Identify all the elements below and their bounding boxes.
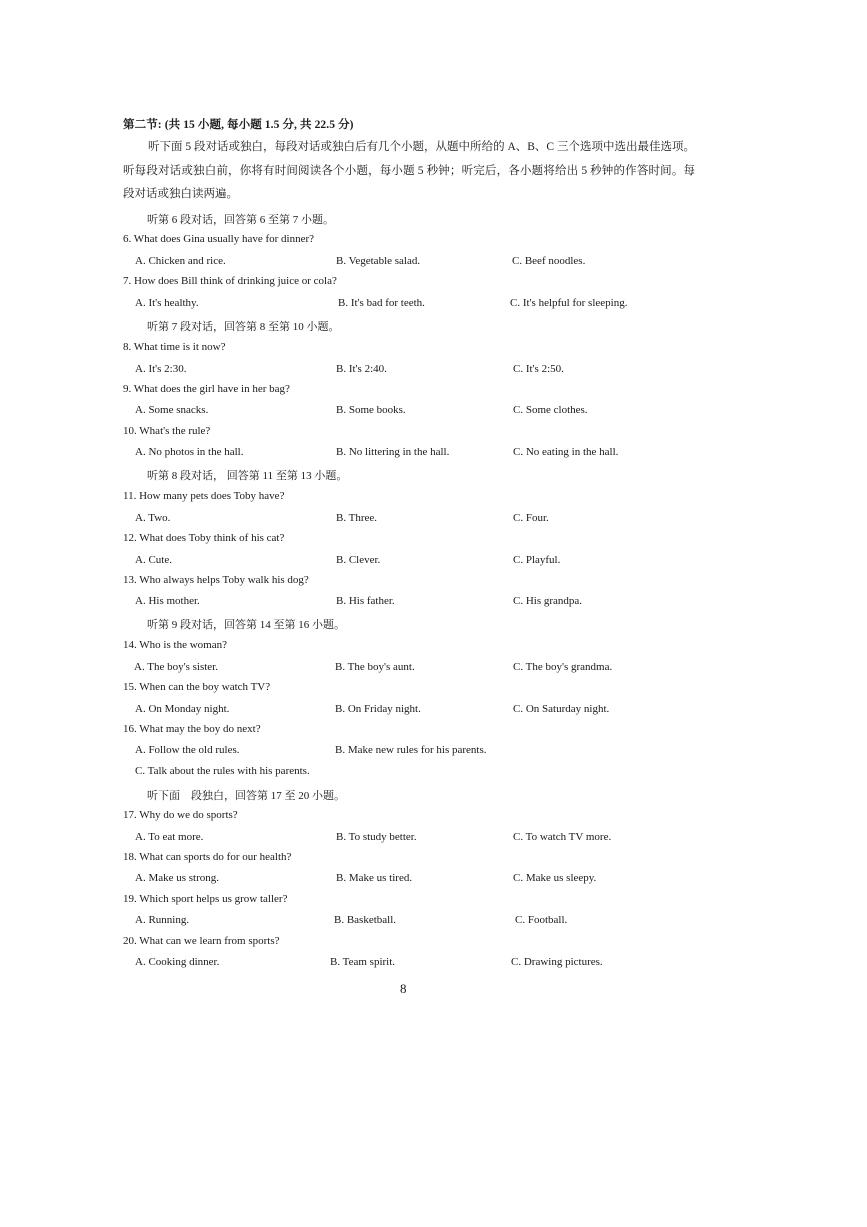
option-15a: A. On Monday night. bbox=[135, 703, 230, 715]
question-17: 17. Why do we do sports? bbox=[123, 809, 238, 821]
option-16c: C. Talk about the rules with his parents. bbox=[135, 765, 310, 777]
option-11c: C. Four. bbox=[513, 512, 549, 524]
option-13a: A. His mother. bbox=[135, 595, 200, 607]
option-15b: B. On Friday night. bbox=[335, 703, 421, 715]
option-18c: C. Make us sleepy. bbox=[513, 872, 597, 884]
option-9a: A. Some snacks. bbox=[135, 404, 209, 416]
option-7a: A. It's healthy. bbox=[135, 297, 199, 309]
option-19a: A. Running. bbox=[135, 914, 190, 926]
question-14: 14. Who is the woman? bbox=[123, 639, 227, 651]
option-12c: C. Playful. bbox=[513, 554, 561, 566]
question-10: 10. What's the rule? bbox=[123, 425, 211, 437]
option-6b: B. Vegetable salad. bbox=[336, 255, 421, 267]
option-14b: B. The boy's aunt. bbox=[335, 661, 415, 673]
subheading-conversation-6: 听第 6 段对话，回答第 6 至第 7 小题。 bbox=[147, 214, 334, 226]
option-18a: A. Make us strong. bbox=[135, 872, 220, 884]
option-13c: C. His grandpa. bbox=[513, 595, 583, 607]
option-8c: C. It's 2:50. bbox=[513, 363, 564, 375]
question-13: 13. Who always helps Toby walk his dog? bbox=[123, 574, 309, 586]
question-15: 15. When can the boy watch TV? bbox=[123, 681, 271, 693]
question-8: 8. What time is it now? bbox=[123, 341, 226, 353]
option-12a: A. Cute. bbox=[135, 554, 172, 566]
question-9: 9. What does the girl have in her bag? bbox=[123, 383, 290, 395]
question-19: 19. Which sport helps us grow taller? bbox=[123, 893, 288, 905]
option-13b: B. His father. bbox=[336, 595, 395, 607]
option-7b: B. It's bad for teeth. bbox=[338, 297, 425, 309]
option-18b: B. Make us tired. bbox=[336, 872, 413, 884]
option-14a: A. The boy's sister. bbox=[134, 661, 218, 673]
question-12: 12. What does Toby think of his cat? bbox=[123, 532, 285, 544]
question-20: 20. What can we learn from sports? bbox=[123, 935, 280, 947]
option-17b: B. To study better. bbox=[336, 831, 417, 843]
subheading-conversation-9: 听第 9 段对话，回答第 14 至第 16 小题。 bbox=[147, 619, 345, 631]
option-9b: B. Some books. bbox=[336, 404, 406, 416]
question-16: 16. What may the boy do next? bbox=[123, 723, 261, 735]
question-6: 6. What does Gina usually have for dinner? bbox=[123, 233, 315, 245]
option-6a: A. Chicken and rice. bbox=[135, 255, 226, 267]
option-9c: C. Some clothes. bbox=[513, 404, 588, 416]
subheading-conversation-7: 听第 7 段对话，回答第 8 至第 10 小题。 bbox=[147, 321, 340, 333]
page-number: 8 bbox=[400, 981, 407, 996]
option-15c: C. On Saturday night. bbox=[513, 703, 610, 715]
option-17a: A. To eat more. bbox=[135, 831, 204, 843]
option-11a: A. Two. bbox=[135, 512, 171, 524]
option-20a: A. Cooking dinner. bbox=[135, 956, 220, 968]
option-10b: B. No littering in the hall. bbox=[336, 446, 450, 458]
subheading-conversation-8: 听第 8 段对话， 回答第 11 至第 13 小题。 bbox=[147, 470, 348, 482]
section-instructions: 听下面 5 段对话或独白，每段对话或独白后有几个小题，从题中所给的 A、B、C 三个选项中选出最佳选项。听每段对话或独白前，你将有时间阅读各个小题，每小题 5 秒钟；听完后，各小题将给出 5 秒钟的作答时间。每段对话或独白读两遍。 bbox=[123, 141, 695, 200]
question-18: 18. What can sports do for our health? bbox=[123, 851, 292, 863]
subheading-monologue: 听下面 段独白，回答第 17 至 20 小题。 bbox=[147, 790, 345, 802]
option-7c: C. It's helpful for sleeping. bbox=[510, 297, 628, 309]
option-11b: B. Three. bbox=[336, 512, 378, 524]
section-heading: 第二节: (共 15 小题, 每小题 1.5 分, 共 22.5 分) bbox=[123, 119, 354, 131]
option-19c: C. Football. bbox=[515, 914, 568, 926]
option-10a: A. No photos in the hall. bbox=[135, 446, 244, 458]
option-19b: B. Basketball. bbox=[334, 914, 397, 926]
option-14c: C. The boy's grandma. bbox=[513, 661, 613, 673]
option-8b: B. It's 2:40. bbox=[336, 363, 387, 375]
option-20c: C. Drawing pictures. bbox=[511, 956, 603, 968]
option-17c: C. To watch TV more. bbox=[513, 831, 612, 843]
option-16b: B. Make new rules for his parents. bbox=[335, 744, 487, 756]
option-6c: C. Beef noodles. bbox=[512, 255, 586, 267]
option-12b: B. Clever. bbox=[336, 554, 381, 566]
option-10c: C. No eating in the hall. bbox=[513, 446, 619, 458]
question-7: 7. How does Bill think of drinking juice or cola? bbox=[123, 275, 337, 287]
option-20b: B. Team spirit. bbox=[330, 956, 396, 968]
option-16a: A. Follow the old rules. bbox=[135, 744, 240, 756]
option-8a: A. It's 2:30. bbox=[135, 363, 187, 375]
question-11: 11. How many pets does Toby have? bbox=[123, 490, 285, 502]
